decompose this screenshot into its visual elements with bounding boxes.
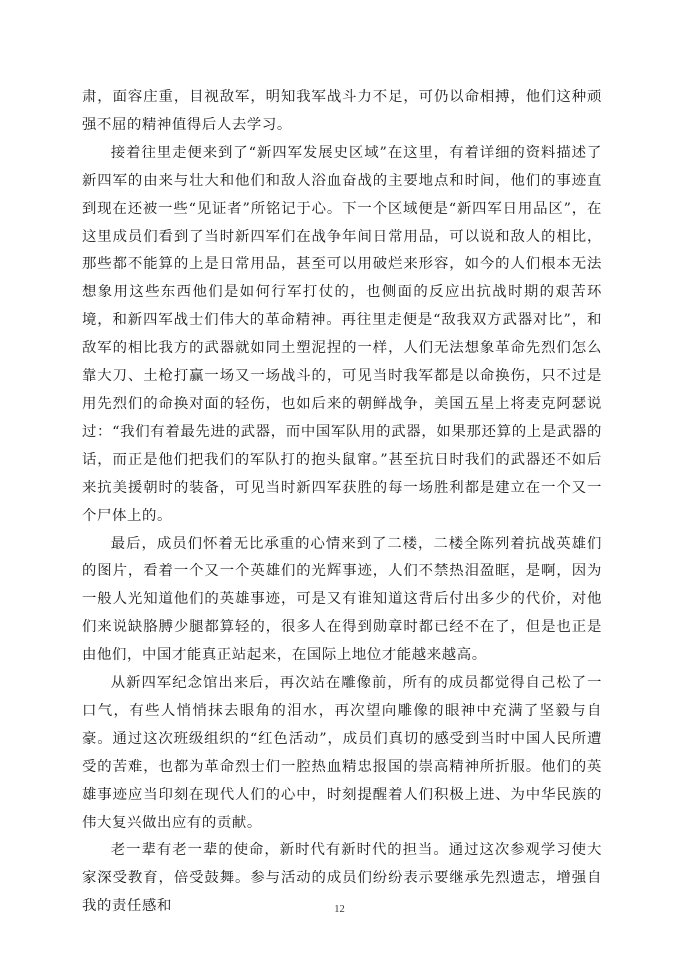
body-text <box>82 84 602 921</box>
paragraph-new-fourth-army-history: 接着往里走便来到了“新四军发展史区域”在这里，有着详细的资料描述了新四军的由来与壮大和他们和敌人浴血奋战的主要地点和时间，他们的事迹直到现在还被一些“见证者”所铭记于心。下一个区域便是“新四军日用品区”，在这里成员们看到了当时新四军们在战争年间日常用品，可以说和敌人的相比，那些都不能算的上是日常用品，甚至可以用破烂来形容，如今的人们根本无法想象用这些东西他们是如何行军打仗的，也侧面的反应出抗战时期的艰苦环境，和新四军战士们伟大的革命精神。再往里走便是“敌我双方武器对比”，和敌军的相比我方的武器就如同土塑泥捏的一样，人们无法想象革命先烈们怎么靠大刀、土枪打赢一场又一场战斗的，可见当时我军都是以命换伤，只不过是用先烈们的命换对面的轻伤，也如后来的朝鲜战争，美国五星上将麦克阿瑟说过：“我们有着最先进的武器，而中国军队用的武器，如果那还算的上是武器的话，而正是他们把我们的军队打的抱头鼠窜。”甚至抗日时我们的武器还不如后来抗美援朝时的装备，可见当时新四军获胜的每一场胜利都是建立在一个又一个尸体上的。 <box>82 144 602 524</box>
paragraph-second-floor: 最后，成员们怀着无比承重的心情来到了二楼，二楼全陈列着抗战英雄们的图片，看着一个又一个英雄们的光辉事迹，人们不禁热泪盈眶，是啊，因为一般人光知道他们的英雄事迹，可是又有谁知道这背后付出多少的代价，对他们来说缺胳膊少腿都算轻的，很多人在得到勋章时都已经不在了，但是也正是由他们，中国才能真正站起来，在国际上地位才能越来越高。 <box>82 535 602 664</box>
paragraph-after-memorial: 从新四军纪念馆出来后，再次站在雕像前，所有的成员都觉得自己松了一口气，有些人悄悄抹去眼角的泪水，再次望向雕像的眼神中充满了坚毅与自豪。通过这次班级组织的“红色活动”，成员们真切的感受到当时中国人民所遭受的苦难，也都为革命烈士们一腔热血精忠报国的崇高精神所折服。他们的英雄事迹应当印刻在现代人们的心中，时刻提醒着人们积极上进、为中华民族的伟大复兴做出应有的贡献。 <box>82 675 602 831</box>
paragraph-mission: 老一辈有老一辈的使命，新时代有新时代的担当。通过这次参观学习使大家深受教育，倍受鼓舞。参与活动的成员们纷纷表示要继承先烈遗志，增强自我的责任感和 <box>82 842 602 915</box>
paragraph-continuation: 肃，面容庄重，目视敌军，明知我军战斗力不足，可仍以命相搏，他们这种顽强不屈的精神值得后人去学习。 <box>82 89 602 133</box>
page-number: 12 <box>334 904 345 915</box>
